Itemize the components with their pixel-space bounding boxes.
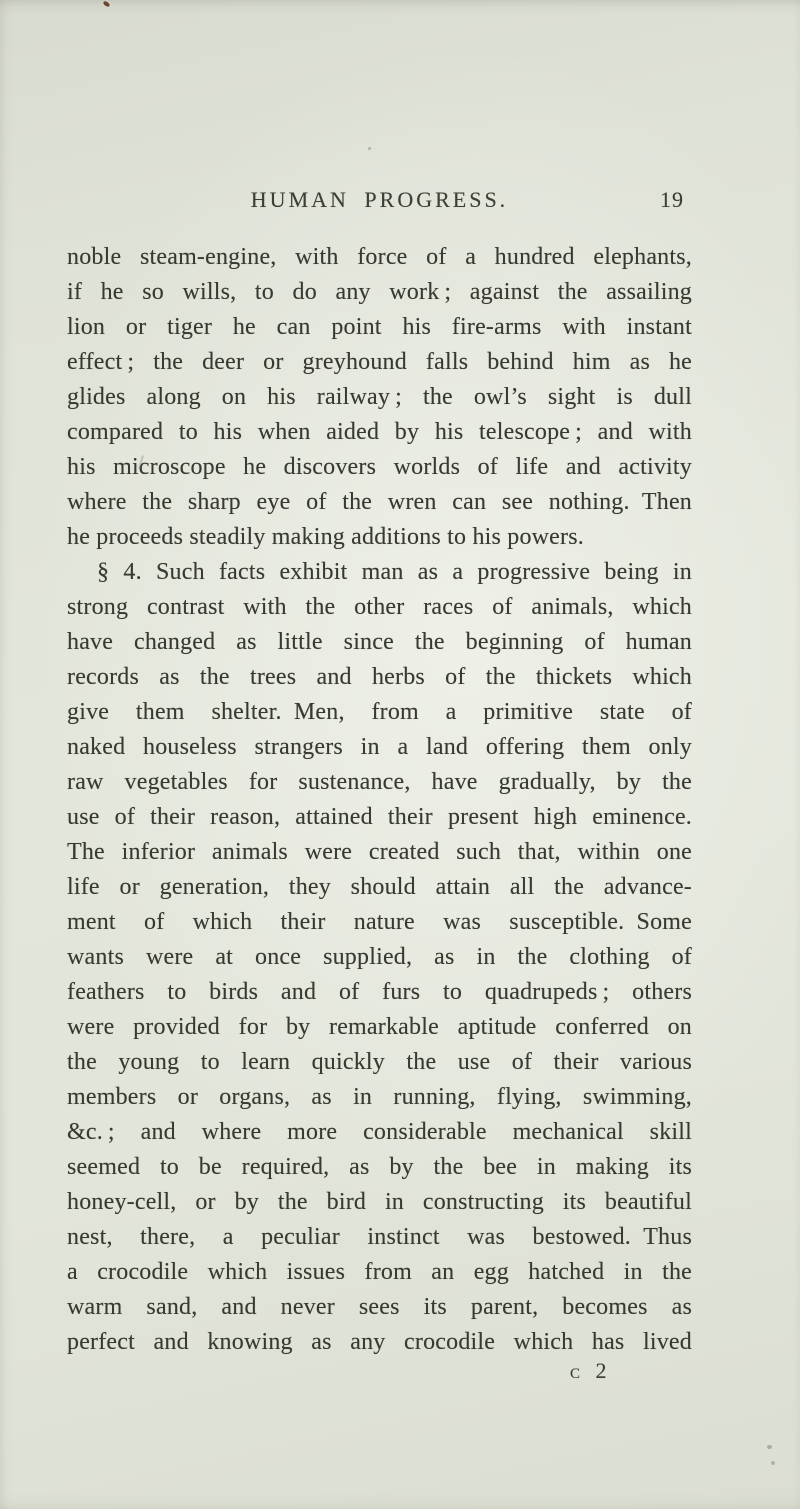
text-line: wants were at once supplied, as in the clothing of <box>67 944 692 970</box>
text-line: members or organs, as in running, flying, swimming, <box>67 1084 692 1110</box>
text-line: naked houseless strangers in a land offering them only <box>67 734 692 760</box>
paper-speck <box>771 1461 775 1465</box>
text-line: he proceeds steadily making additions to his powers. <box>67 524 584 550</box>
paper-speck <box>767 1445 772 1449</box>
text-line: § 4. Such facts exhibit man as a progressive being in <box>97 559 692 585</box>
text-line: ment of which their nature was susceptible. Some <box>67 909 692 935</box>
text-line: a crocodile which issues from an egg hatched in the <box>67 1259 692 1285</box>
text-line: warm sand, and never sees its parent, becomes as <box>67 1294 692 1320</box>
text-line: if he so wills, to do any work ; against the assailing <box>67 279 692 305</box>
text-line: effect ; the deer or greyhound falls behind him as he <box>67 349 692 375</box>
text-line: his microscope he discovers worlds of life and activity <box>67 454 692 480</box>
page-number: 19 <box>660 187 684 212</box>
paper-speck <box>368 147 371 150</box>
text-line: have changed as little since the beginning of human <box>67 629 692 655</box>
text-line: perfect and knowing as any crocodile which has lived <box>67 1329 692 1355</box>
text-line: records as the trees and herbs of the thickets which <box>67 664 692 690</box>
text-line: raw vegetables for sustenance, have gradually, by the <box>67 769 692 795</box>
text-line: the young to learn quickly the use of their various <box>67 1049 692 1075</box>
body-text <box>67 240 692 1360</box>
text-line: life or generation, they should attain all the advance- <box>67 874 692 900</box>
text-line: lion or tiger he can point his fire-arms with instant <box>67 314 692 340</box>
text-line: give them shelter. Men, from a primitive state of <box>67 699 692 725</box>
text-line: glides along on his railway ; the owl’s sight is dull <box>67 384 692 410</box>
text-line: seemed to be required, as by the bee in making its <box>67 1154 692 1180</box>
text-line: honey-cell, or by the bird in constructing its beautiful <box>67 1189 692 1215</box>
paper-speck <box>102 0 110 7</box>
text-line: nest, there, a peculiar instinct was bestowed. Thus <box>67 1224 692 1250</box>
text-line: The inferior animals were created such that, within one <box>67 839 692 865</box>
text-line: compared to his when aided by his telescope ; and with <box>67 419 692 445</box>
text-line: strong contrast with the other races of animals, which <box>67 594 692 620</box>
text-line: where the sharp eye of the wren can see nothing. Then <box>67 489 692 515</box>
text-line: &c. ; and where more considerable mechanical skill <box>67 1119 692 1145</box>
text-line: feathers to birds and of furs to quadrupeds ; others <box>67 979 692 1005</box>
running-header <box>67 184 692 216</box>
text-line: noble steam-engine, with force of a hundred elephants, <box>67 244 692 270</box>
page-title: HUMAN PROGRESS. <box>250 187 509 212</box>
text-line: were provided for by remarkable aptitude conferred on <box>67 1014 692 1040</box>
text-line: use of their reason, attained their present high eminence. <box>67 804 692 830</box>
signature-mark: c 2 <box>570 1358 612 1383</box>
